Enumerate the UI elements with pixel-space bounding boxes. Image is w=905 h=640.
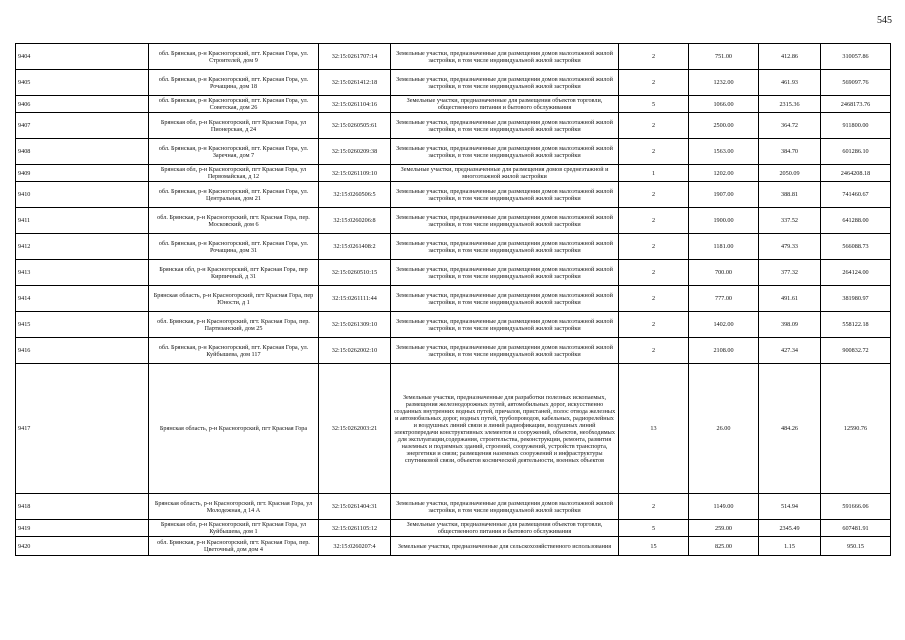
table-body [16, 44, 891, 556]
land-area-cell: 26.00 [689, 364, 759, 494]
record-number-cell: 9415 [16, 312, 149, 338]
record-number-cell: 9414 [16, 286, 149, 312]
cadastral-number-cell: 32:15:0262002:10 [319, 338, 391, 364]
record-number-cell: 9416 [16, 338, 149, 364]
specific-value-cell: 337.52 [759, 208, 821, 234]
cadastral-value-cell: 566088.73 [821, 234, 891, 260]
usage-group-cell: 2 [619, 182, 689, 208]
land-area-cell: 1149.00 [689, 494, 759, 520]
land-use-description-cell: Земельные участки, предназначенные для размещения домов малоэтажной жилой застройки, в том числе индивидуальной жилой застройки [391, 494, 619, 520]
land-address-cell: обл. Брянская, р-н Красногорский, пгт. Красная Гора, ул. Центральная, дом 21 [149, 182, 319, 208]
land-address-cell: обл. Брянская, р-н Красногорский, пгт. Красная Гора, ул. Строителей, дом 9 [149, 44, 319, 70]
table-row [16, 338, 891, 364]
cadastral-number-cell: 32:15:0261404:31 [319, 494, 391, 520]
cadastral-value-cell: 900832.72 [821, 338, 891, 364]
land-address-cell: обл. Брянская, р-н Красногорский, пгт. Красная Гора, ул. Рочащина, дом 18 [149, 70, 319, 96]
usage-group-cell: 2 [619, 234, 689, 260]
specific-value-cell: 384.70 [759, 139, 821, 165]
cadastral-value-cell: 264124.00 [821, 260, 891, 286]
record-number-cell: 9406 [16, 96, 149, 113]
land-area-cell: 259.00 [689, 520, 759, 537]
land-use-description-cell: Земельные участки, предназначенные для размещения объектов торговли, общественного питания и бытового обслуживания [391, 96, 619, 113]
table-row [16, 70, 891, 96]
usage-group-cell: 2 [619, 494, 689, 520]
usage-group-cell: 2 [619, 338, 689, 364]
land-use-description-cell: Земельные участки, предназначенные для разработки полезных ископаемых, размещения железнодорожных путей, автомобильных дорог, искусственно созданных внутренних водных путей, причалов, пристаней, полос отвода железных и автомобильных дорог, водных путей, трубопроводов, кабельных, радиорелейных и воздушных линий связи и линий радиофикации, воздушных линий электропередачи конструктивных элементов и сооружений, объектов, необходимых для эксплуатации,содержания, строительства, реконструкции, ремонта, развития наземных и подземных зданий, строений, сооружений, устройств транспорта, энергетики и связи; размещения наземных сооружений и инфраструктуры спутниковой связи, объектов космической деятельности, военных объектов [391, 364, 619, 494]
land-area-cell: 751.00 [689, 44, 759, 70]
land-use-description-cell: Земельные участки, предназначенные для размещения домов малоэтажной жилой застройки, в том числе индивидуальной жилой застройки [391, 338, 619, 364]
cadastral-number-cell: 32:15:0261309:10 [319, 312, 391, 338]
record-number-cell: 9419 [16, 520, 149, 537]
cadastral-value-cell: 569097.76 [821, 70, 891, 96]
record-number-cell: 9404 [16, 44, 149, 70]
cadastral-number-cell: 32:15:0260505:61 [319, 113, 391, 139]
usage-group-cell: 1 [619, 165, 689, 182]
specific-value-cell: 364.72 [759, 113, 821, 139]
usage-group-cell: 13 [619, 364, 689, 494]
table-row [16, 520, 891, 537]
land-area-cell: 1181.00 [689, 234, 759, 260]
land-address-cell: Брянская область, р-н Красногорский, пгт Красная Гора [149, 364, 319, 494]
land-area-cell: 700.00 [689, 260, 759, 286]
land-address-cell: Брянская обл, р-н Красногорский, пгт Красная Гора, пер Кирпичный, д 31 [149, 260, 319, 286]
cadastral-value-cell: 381980.97 [821, 286, 891, 312]
usage-group-cell: 2 [619, 208, 689, 234]
usage-group-cell: 2 [619, 260, 689, 286]
table-row [16, 312, 891, 338]
land-address-cell: Брянская область, р-н Красногорский, пгт. Красная Гора, ул Молодежная, д 14 А [149, 494, 319, 520]
page-number: 545 [877, 15, 892, 26]
specific-value-cell: 427.34 [759, 338, 821, 364]
cadastral-number-cell: 32:15:0260209:38 [319, 139, 391, 165]
cadastral-value-cell: 641288.00 [821, 208, 891, 234]
land-address-cell: Брянская обл, р-н Красногорский, пгт Красная Гора, ул Первомайская, д 12 [149, 165, 319, 182]
land-area-cell: 1202.00 [689, 165, 759, 182]
record-number-cell: 9405 [16, 70, 149, 96]
land-registry-table [15, 43, 891, 556]
record-number-cell: 9418 [16, 494, 149, 520]
cadastral-value-cell: 12590.76 [821, 364, 891, 494]
land-use-description-cell: Земельные участки, предназначенные для размещения домов малоэтажной жилой застройки, в том числе индивидуальной жилой застройки [391, 44, 619, 70]
usage-group-cell: 15 [619, 537, 689, 556]
land-area-cell: 825.00 [689, 537, 759, 556]
table-row [16, 286, 891, 312]
record-number-cell: 9408 [16, 139, 149, 165]
cadastral-value-cell: 2468173.76 [821, 96, 891, 113]
specific-value-cell: 2315.36 [759, 96, 821, 113]
cadastral-number-cell: 32:15:0261111:44 [319, 286, 391, 312]
specific-value-cell: 1.15 [759, 537, 821, 556]
cadastral-value-cell: 601286.10 [821, 139, 891, 165]
land-use-description-cell: Земельные участки, предназначенные для размещения домов среднеэтажной и многоэтажной жилой застройки [391, 165, 619, 182]
land-area-cell: 1232.00 [689, 70, 759, 96]
usage-group-cell: 2 [619, 286, 689, 312]
usage-group-cell: 5 [619, 520, 689, 537]
specific-value-cell: 479.33 [759, 234, 821, 260]
cadastral-value-cell: 2464208.18 [821, 165, 891, 182]
land-area-cell: 2500.00 [689, 113, 759, 139]
land-address-cell: обл. Брянская, р-н Красногорский, пгт. Красная Гора, пер. Московский, дом 6 [149, 208, 319, 234]
cadastral-number-cell: 32:15:0260207:4 [319, 537, 391, 556]
specific-value-cell: 388.81 [759, 182, 821, 208]
cadastral-value-cell: 607481.91 [821, 520, 891, 537]
cadastral-value-cell: 591666.06 [821, 494, 891, 520]
specific-value-cell: 2050.09 [759, 165, 821, 182]
cadastral-number-cell: 32:15:0262003:21 [319, 364, 391, 494]
table-row [16, 364, 891, 494]
record-number-cell: 9420 [16, 537, 149, 556]
land-address-cell: Брянская обл, р-н Красногорский, пгт Красная Гора, ул Пионерская, д 24 [149, 113, 319, 139]
cadastral-number-cell: 32:15:0260506:5 [319, 182, 391, 208]
land-use-description-cell: Земельные участки, предназначенные для размещения домов малоэтажной жилой застройки, в том числе индивидуальной жилой застройки [391, 286, 619, 312]
specific-value-cell: 377.32 [759, 260, 821, 286]
specific-value-cell: 491.61 [759, 286, 821, 312]
land-use-description-cell: Земельные участки, предназначенные для размещения домов малоэтажной жилой застройки, в том числе индивидуальной жилой застройки [391, 260, 619, 286]
record-number-cell: 9417 [16, 364, 149, 494]
cadastral-value-cell: 558122.18 [821, 312, 891, 338]
land-address-cell: обл. Брянская, р-н Красногорский, пгт. Красная Гора, пер. Цветочный, дом дом 4 [149, 537, 319, 556]
table-row [16, 113, 891, 139]
land-address-cell: обл. Брянская, р-н Красногорский, пгт. Красная Гора, ул. Куйбышева, дом 117 [149, 338, 319, 364]
land-address-cell: обл. Брянская, р-н Красногорский, пгт. Красная Гора, пер. Партизанский, дом 25 [149, 312, 319, 338]
land-area-cell: 1066.00 [689, 96, 759, 113]
table-row [16, 208, 891, 234]
land-area-cell: 777.00 [689, 286, 759, 312]
record-number-cell: 9412 [16, 234, 149, 260]
cadastral-value-cell: 950.15 [821, 537, 891, 556]
usage-group-cell: 2 [619, 113, 689, 139]
land-use-description-cell: Земельные участки, предназначенные для размещения домов малоэтажной жилой застройки, в том числе индивидуальной жилой застройки [391, 113, 619, 139]
cadastral-number-cell: 32:15:0261104:16 [319, 96, 391, 113]
cadastral-value-cell: 310057.86 [821, 44, 891, 70]
land-address-cell: обл. Брянская, р-н Красногорский, пгт. Красная Гора, ул. Рочащина, дом 31 [149, 234, 319, 260]
land-use-description-cell: Земельные участки, предназначенные для размещения домов малоэтажной жилой застройки, в том числе индивидуальной жилой застройки [391, 139, 619, 165]
record-number-cell: 9413 [16, 260, 149, 286]
specific-value-cell: 398.09 [759, 312, 821, 338]
table-row [16, 537, 891, 556]
cadastral-number-cell: 32:15:0261412:18 [319, 70, 391, 96]
cadastral-number-cell: 32:15:0261707:14 [319, 44, 391, 70]
land-area-cell: 1563.00 [689, 139, 759, 165]
cadastral-number-cell: 32:15:0261109:10 [319, 165, 391, 182]
usage-group-cell: 2 [619, 44, 689, 70]
land-use-description-cell: Земельные участки, предназначенные для размещения домов малоэтажной жилой застройки, в том числе индивидуальной жилой застройки [391, 182, 619, 208]
table-row [16, 260, 891, 286]
specific-value-cell: 514.94 [759, 494, 821, 520]
land-use-description-cell: Земельные участки, предназначенные для размещения домов малоэтажной жилой застройки, в том числе индивидуальной жилой застройки [391, 312, 619, 338]
usage-group-cell: 2 [619, 70, 689, 96]
table-row [16, 234, 891, 260]
record-number-cell: 9411 [16, 208, 149, 234]
table-row [16, 165, 891, 182]
table-row [16, 182, 891, 208]
land-address-cell: Брянская обл, р-н Красногорский, пгт Красная Гора, ул Куйбышева, дом 1 [149, 520, 319, 537]
record-number-cell: 9410 [16, 182, 149, 208]
table-row [16, 494, 891, 520]
cadastral-value-cell: 911800.00 [821, 113, 891, 139]
land-use-description-cell: Земельные участки, предназначенные для сельскохозяйственного использования [391, 537, 619, 556]
specific-value-cell: 2345.49 [759, 520, 821, 537]
land-address-cell: обл. Брянская, р-н Красногорский, пгт. Красная Гора, ул. Заречная, дом 7 [149, 139, 319, 165]
cadastral-value-cell: 741460.67 [821, 182, 891, 208]
cadastral-number-cell: 32:15:0260510:15 [319, 260, 391, 286]
land-use-description-cell: Земельные участки, предназначенные для размещения домов малоэтажной жилой застройки, в том числе индивидуальной жилой застройки [391, 234, 619, 260]
specific-value-cell: 484.26 [759, 364, 821, 494]
land-area-cell: 1402.00 [689, 312, 759, 338]
land-area-cell: 1907.00 [689, 182, 759, 208]
cadastral-number-cell: 32:15:0260206:8 [319, 208, 391, 234]
land-address-cell: Брянская область, р-н Красногорский, пгт Красная Гора, пер Юности, д 1 [149, 286, 319, 312]
table-row [16, 44, 891, 70]
land-area-cell: 2108.00 [689, 338, 759, 364]
land-address-cell: обл. Брянская, р-н Красногорский, пгт. Красная Гора, ул. Советская, дом 26 [149, 96, 319, 113]
specific-value-cell: 412.86 [759, 44, 821, 70]
usage-group-cell: 5 [619, 96, 689, 113]
table-row [16, 139, 891, 165]
record-number-cell: 9409 [16, 165, 149, 182]
usage-group-cell: 2 [619, 312, 689, 338]
land-use-description-cell: Земельные участки, предназначенные для размещения домов малоэтажной жилой застройки, в том числе индивидуальной жилой застройки [391, 208, 619, 234]
usage-group-cell: 2 [619, 139, 689, 165]
land-use-description-cell: Земельные участки, предназначенные для размещения объектов торговли, общественного питания и бытового обслуживания [391, 520, 619, 537]
land-use-description-cell: Земельные участки, предназначенные для размещения домов малоэтажной жилой застройки, в том числе индивидуальной жилой застройки [391, 70, 619, 96]
cadastral-number-cell: 32:15:0261105:12 [319, 520, 391, 537]
specific-value-cell: 461.93 [759, 70, 821, 96]
cadastral-number-cell: 32:15:0261408:2 [319, 234, 391, 260]
record-number-cell: 9407 [16, 113, 149, 139]
land-area-cell: 1900.00 [689, 208, 759, 234]
table-row [16, 96, 891, 113]
